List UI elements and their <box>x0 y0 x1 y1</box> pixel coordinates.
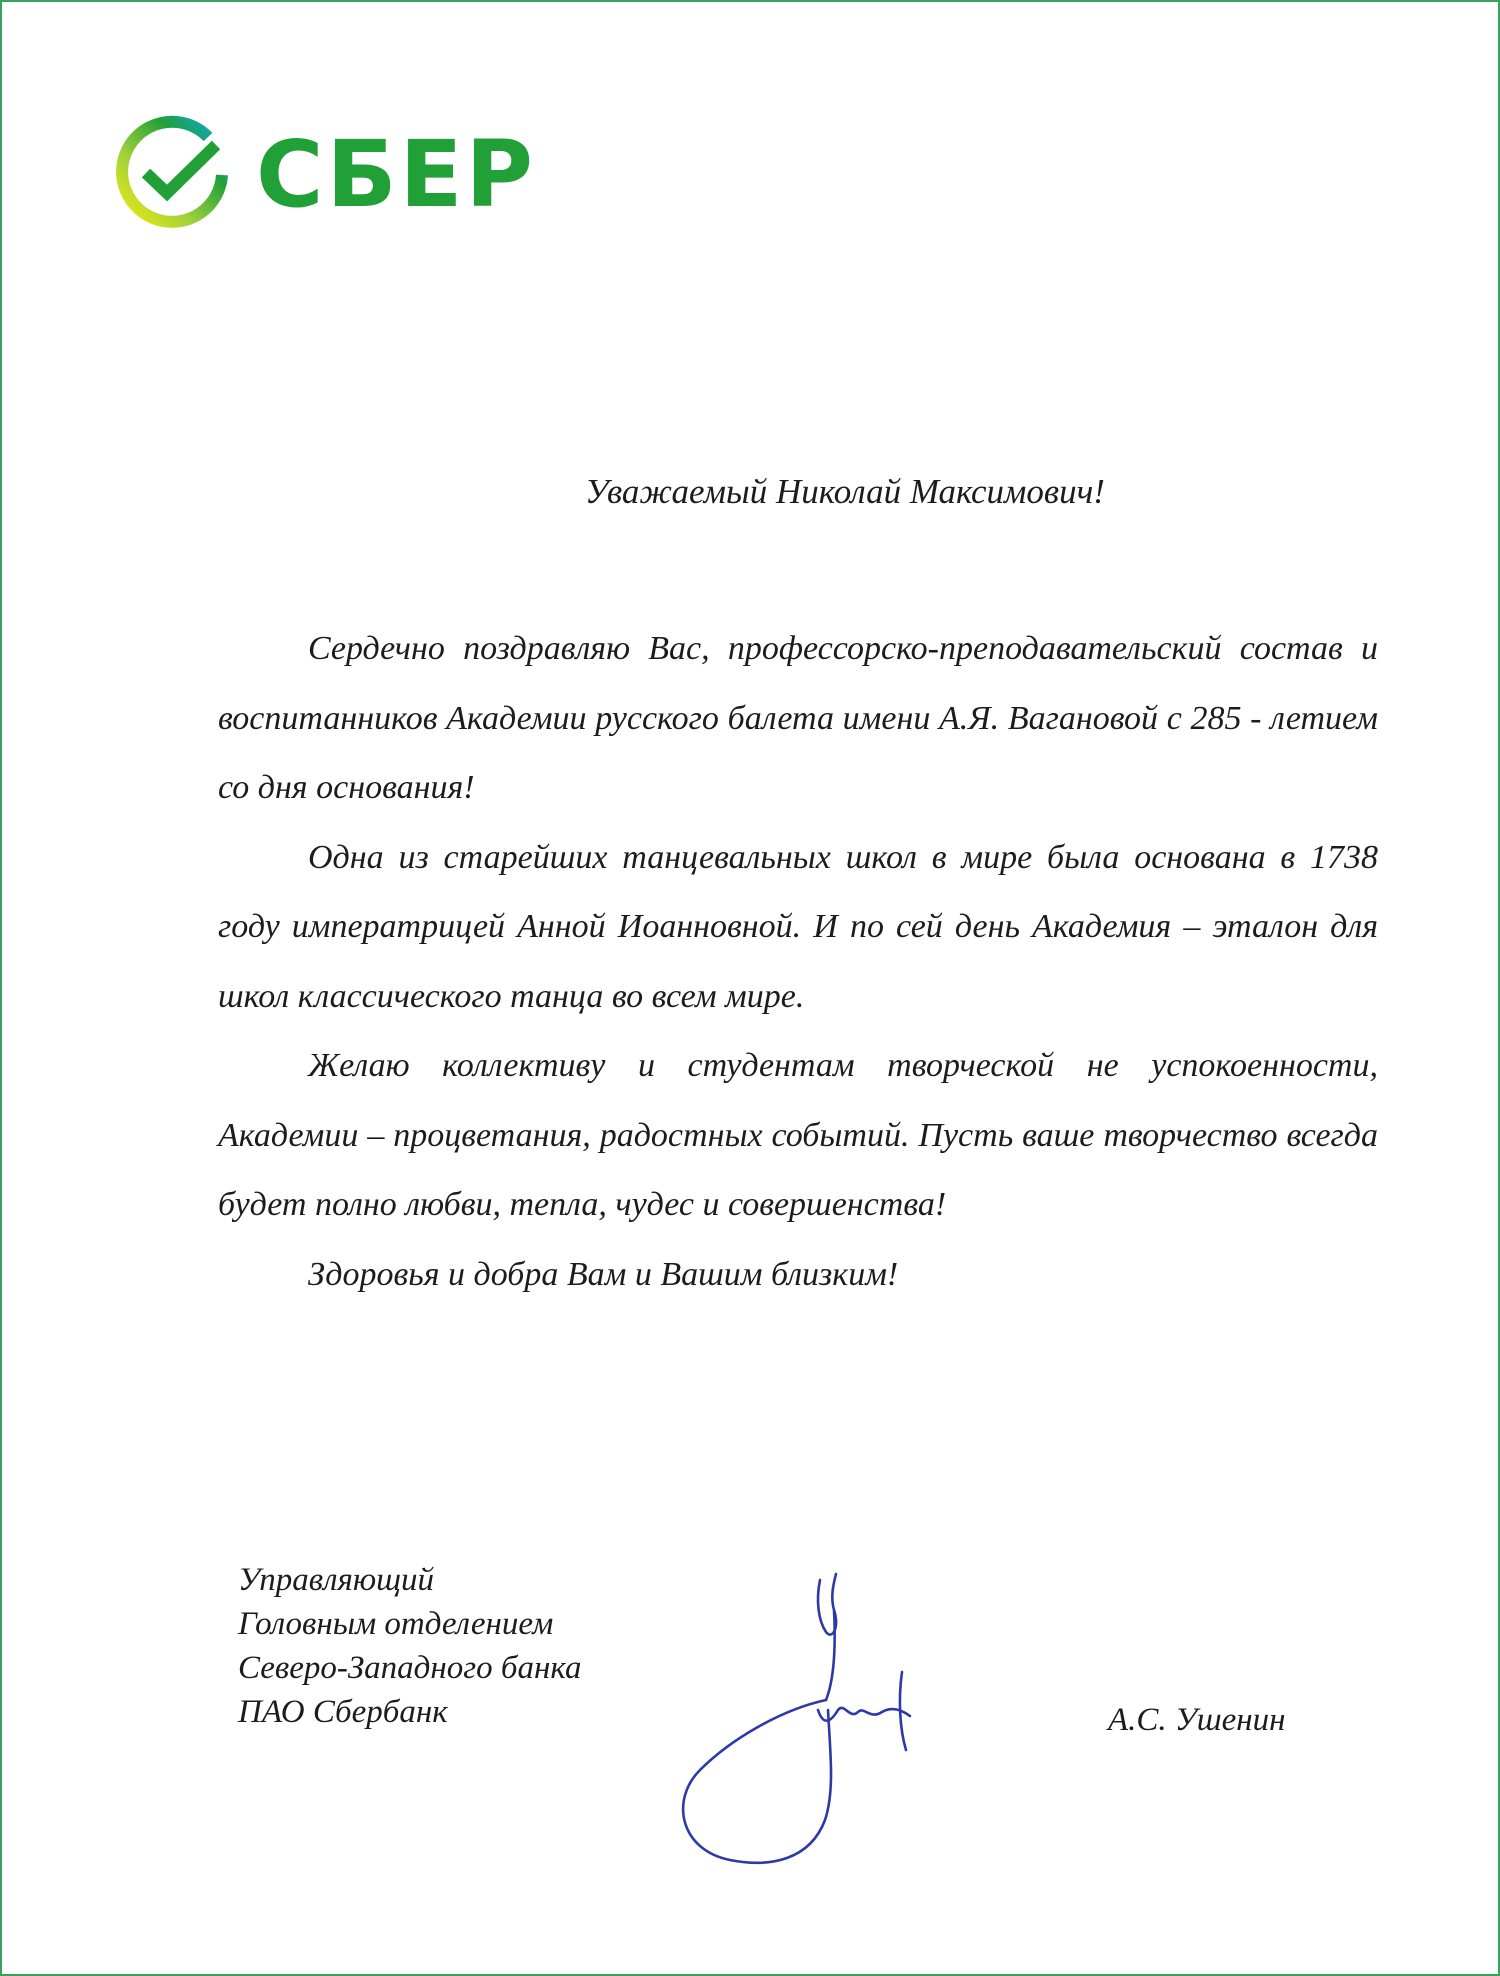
paragraph: Сердечно поздравляю Вас, профессорско-преподавательский состав и воспитанников Академии русского балета имени А.Я. Вагановой с 285 - летием со дня основания! <box>218 630 1378 806</box>
paragraph: Здоровья и добра Вам и Вашим близким! <box>308 1255 899 1293</box>
paragraph: Желаю коллективу и студентам творческой не успокоенности, Академии – процветания, радостных событий. Пусть ваше творчество всегда будет полно любви, тепла, чудес и совершенства! <box>218 1047 1378 1223</box>
signatory-name: А.С. Ушенин <box>1108 1702 1286 1738</box>
paragraph: Одна из старейших танцевальных школ в мире была основана в 1738 году императрицей Анной Иоанновной. И по сей день Академия – эталон для школ классического танца во всем мире. <box>218 838 1378 1015</box>
logo-text: СБЕР <box>256 121 536 228</box>
signatory-title <box>238 1558 581 1734</box>
title-line: Головным отделением <box>238 1606 554 1642</box>
letter-body <box>218 614 1378 1309</box>
handwritten-signature <box>620 1560 960 1900</box>
title-line: Управляющий <box>238 1562 435 1598</box>
title-line: Северо-Западного банка <box>238 1650 582 1686</box>
salutation: Уважаемый Николай Максимович! <box>585 472 1105 511</box>
sber-logo-icon <box>112 115 232 235</box>
sber-logo <box>112 115 536 235</box>
title-line: ПАО Сбербанк <box>238 1694 448 1730</box>
